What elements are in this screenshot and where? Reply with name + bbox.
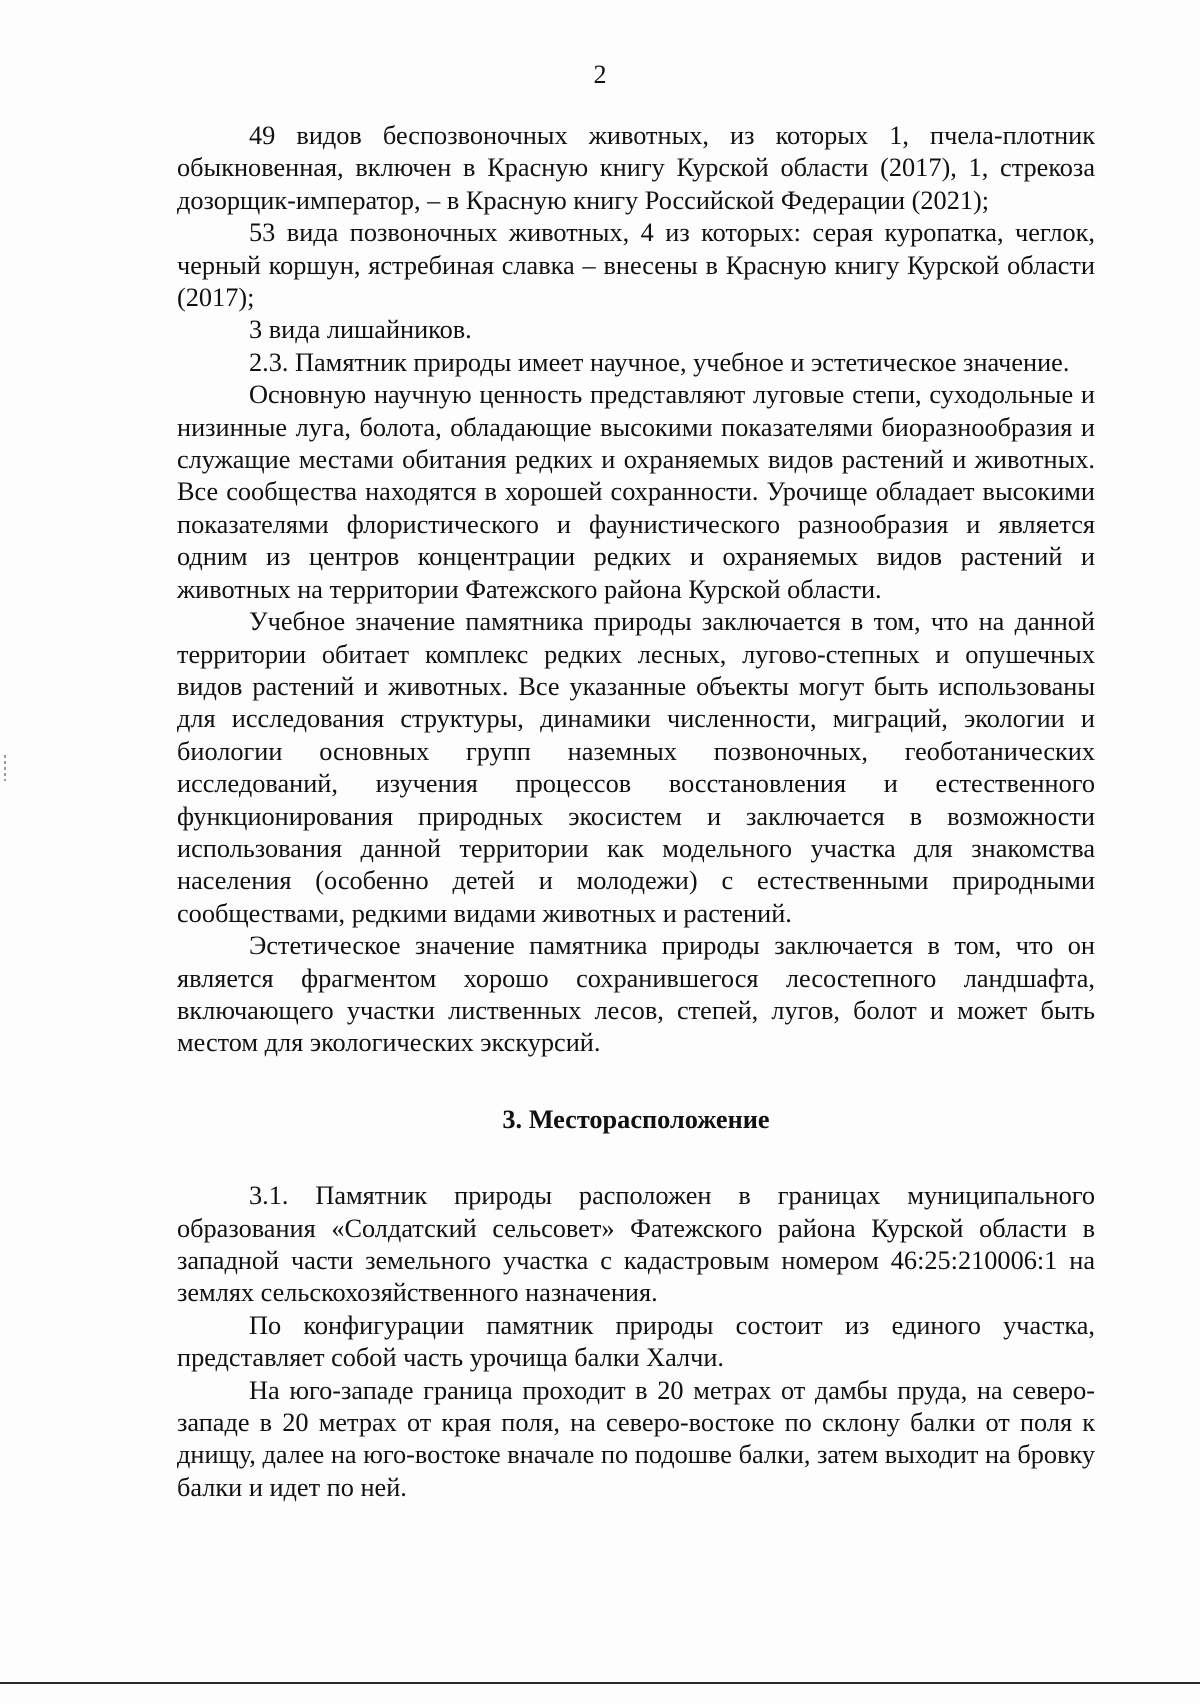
paragraph-border-description: На юго-западе граница проходит в 20 метрах от дамбы пруда, на северо-западе в 20 метрах от края поля, на северо-востоке по склону балки от поля к днищу, далее на юго-востоке вначале по подошве балки, затем выходит на бровку балки и идет по ней. [177,1375,1095,1502]
paragraph-vertebrates: 53 вида позвоночных животных, 4 из которых: серая куропатка, чеглок, черный коршун, ястребиная славка – внесены в Красную книгу Курской области (2017); [177,218,1095,313]
document-body [177,120,1095,1504]
section-heading-location: 3. Месторасположение [502,1104,770,1134]
paragraph-invertebrates: 49 видов беспозвоночных животных, из которых 1, пчела-плотник обыкновенная, включен в Красную книгу Курской области (2017), 1, стрекоза дозорщик-император, – в Красную книгу Российской Федерации (2021); [177,121,1095,215]
page-number: 2 [593,60,607,89]
paragraph-lichens: 3 вида лишайников. [249,315,472,345]
bottom-edge-line [0,1682,1200,1684]
paragraph-location-boundaries: 3.1. Памятник природы расположен в границах муниципального образования «Солдатский сельсовет» Фатежского района Курской области в западной части земельного участка с кадастровым номером 46:25:210006:1 на землях сельскохозяйственного назначения. [177,1181,1095,1308]
paragraph-scientific-value: Основную научную ценность представляют луговые степи, суходольные и низинные луга, болота, обладающие высокими показателями биоразнообразия и служащие местами обитания редких и охраняемых видов растений и животных. Все сообщества находятся в хорошей сохранности. Урочище обладает высокими показателями флористического и фаунистического разнообразия и является одним из центров концентрации редких и охраняемых видов растений и животных на территории Фатежского района Курской области. [177,380,1095,604]
scan-margin-marks [4,755,6,781]
paragraph-aesthetic-value: Эстетическое значение памятника природы заключается в том, что он является фрагментом хорошо сохранившегося лесостепного ландшафта, включающего участки лиственных лесов, степей, лугов, болот и может быть местом для экологических экскурсий. [177,931,1095,1058]
paragraph-significance: 2.3. Памятник природы имеет научное, учебное и эстетическое значение. [249,347,1070,377]
paragraph-educational-value: Учебное значение памятника природы заключается в том, что на данной территории обитает комплекс редких лесных, лугово-степных и опушечных видов растений и животных. Все указанные объекты могут быть использованы для исследования структуры, динамики численности, миграций, экологии и биологии основных групп наземных позвоночных, геоботанических исследований, изучения процессов восстановления и естественного функционирования природных экосистем и заключается в возможности использования данной территории как модельного участка для знакомства населения (особенно детей и молодежи) с естественными природными сообществами, редкими видами животных и растений. [177,607,1095,928]
paragraph-configuration: По конфигурации памятник природы состоит из единого участка, представляет собой часть урочища балки Халчи. [177,1310,1095,1373]
